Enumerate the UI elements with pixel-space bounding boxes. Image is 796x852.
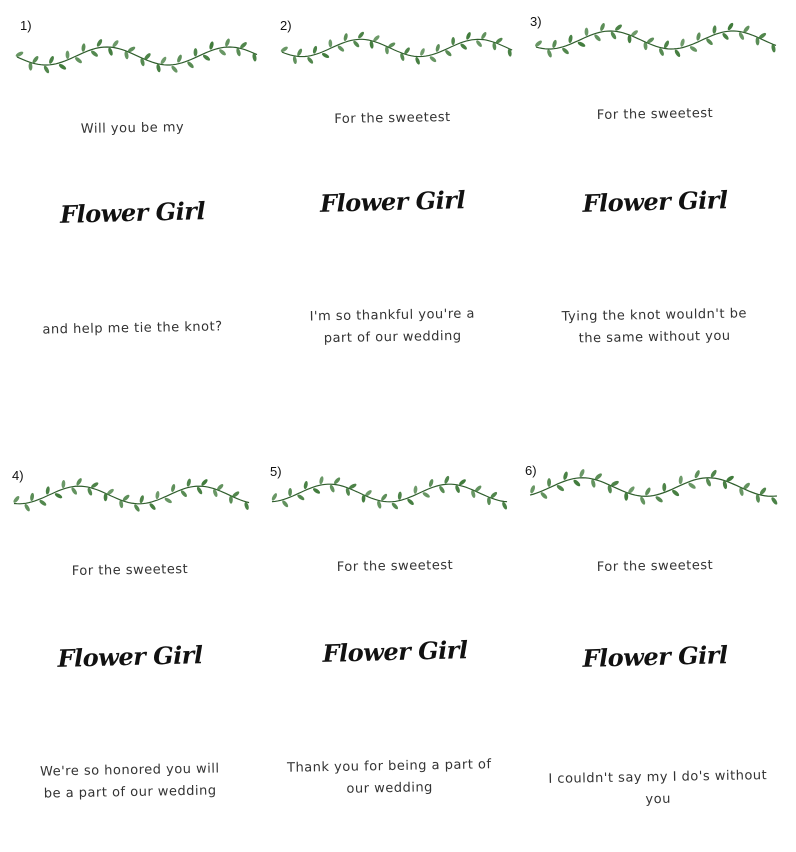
card-top-text: For the sweetest [71, 561, 189, 580]
card-bottom-text: and help me tie the knot? [42, 319, 223, 338]
card-4 [0, 430, 265, 852]
card-title: Flower Girl [59, 196, 206, 229]
card-title: Flower Girl [319, 185, 466, 218]
card-number: 5) [270, 464, 282, 479]
card-bottom-text: We're so honored you will be a part of our wedding [39, 761, 220, 802]
card-number: 6) [525, 463, 537, 478]
card-top-text: For the sweetest [596, 557, 714, 576]
card-title: Flower Girl [582, 640, 728, 673]
card-bottom-text: I'm so thankful you're a part of our wedding [309, 306, 476, 347]
card-number: 4) [12, 468, 24, 483]
card-title: Flower Girl [57, 640, 203, 673]
card-bottom-text: I couldn't say my I do's without you [548, 768, 768, 808]
vine-icon [15, 30, 260, 80]
card-6 [520, 430, 796, 852]
card-bottom-text: Thank you for being a part of our wedding [286, 757, 492, 797]
card-top-text: For the sweetest [596, 105, 714, 124]
card-number: 3) [530, 14, 542, 29]
vine-icon [528, 460, 780, 512]
card-3 [530, 0, 796, 420]
card-top-text: For the sweetest [336, 557, 454, 576]
card-title: Flower Girl [582, 185, 728, 218]
vine-icon [534, 14, 779, 64]
card-number: 1) [20, 18, 32, 33]
card-number: 2) [280, 18, 292, 33]
card-bottom-text: Tying the knot wouldn't be the same without you [561, 306, 748, 347]
card-title: Flower Girl [322, 635, 468, 668]
vine-icon [12, 468, 252, 520]
vine-icon [270, 466, 510, 518]
card-1 [0, 0, 265, 420]
card-5 [265, 430, 530, 852]
card-top-text: Will you be my [80, 120, 185, 137]
card-top-text: For the sweetest [334, 109, 451, 128]
vine-icon [280, 22, 515, 72]
card-2 [265, 0, 530, 420]
